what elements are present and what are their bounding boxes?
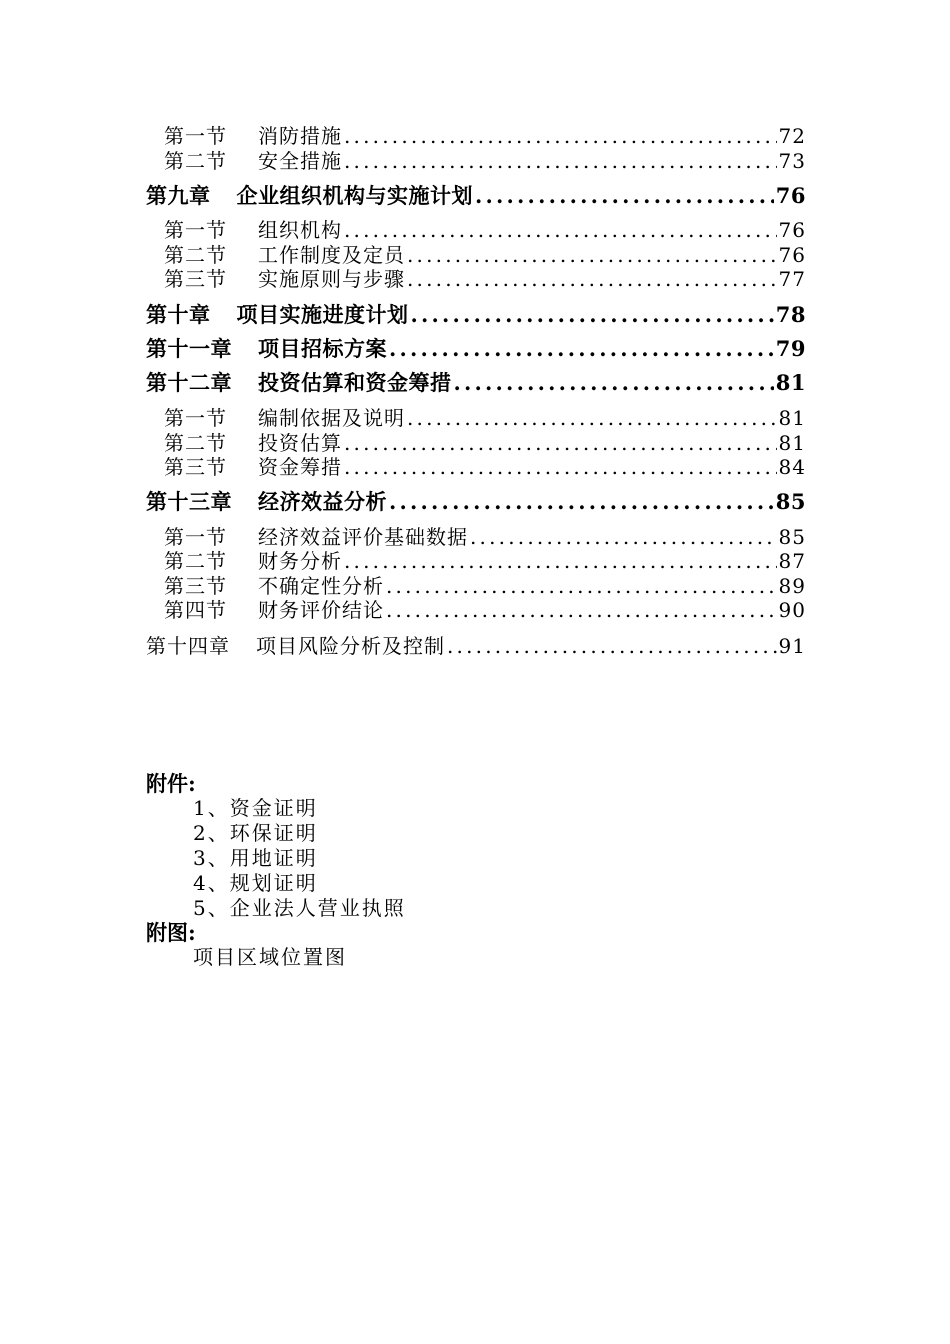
toc-line[interactable] (0, 600, 806, 620)
toc-page: 79 (775, 336, 806, 361)
toc-line[interactable] (0, 551, 806, 571)
toc-number: 第二节 (164, 549, 227, 573)
toc-page: 84 (778, 455, 806, 479)
toc-leader (470, 527, 777, 547)
toc-leader (389, 338, 774, 359)
toc-leader (344, 433, 777, 453)
toc-page: 72 (778, 124, 806, 148)
toc-title: 项目实施进度计划 (236, 302, 409, 327)
attachment-item: 1、资金证明 (193, 796, 318, 820)
toc-leader (344, 151, 777, 171)
toc-page: 89 (778, 574, 806, 598)
toc-page: 73 (778, 149, 806, 173)
toc-line[interactable] (0, 245, 806, 265)
toc-number: 第十二章 (146, 370, 232, 395)
toc-leader (407, 245, 777, 265)
toc-chapter-line[interactable] (0, 185, 806, 206)
toc-number: 第二节 (164, 149, 227, 173)
toc-page: 76 (778, 218, 806, 242)
toc-leader (407, 269, 777, 289)
toc-title: 项目招标方案 (258, 336, 387, 361)
toc-title: 资金筹措 (258, 455, 342, 479)
toc-page: 78 (775, 302, 806, 327)
toc-leader (475, 185, 774, 206)
toc-title: 不确定性分析 (258, 574, 384, 598)
toc-line[interactable] (0, 408, 806, 428)
toc-leader (389, 491, 774, 512)
toc-number: 第四节 (164, 598, 227, 622)
toc-title: 财务分析 (258, 549, 342, 573)
toc-leader (411, 304, 774, 325)
attachment-item: 4、规划证明 (193, 871, 318, 895)
toc-chapter-line[interactable] (0, 491, 806, 512)
toc-leader (386, 600, 777, 620)
toc-number: 第三节 (164, 455, 227, 479)
toc-line[interactable] (0, 433, 806, 453)
toc-line[interactable] (0, 576, 806, 596)
figure-item: 项目区域位置图 (193, 945, 347, 969)
toc-line[interactable] (0, 151, 806, 171)
toc-line[interactable] (0, 220, 806, 240)
attachment-item: 5、企业法人营业执照 (193, 896, 406, 920)
toc-number: 第十一章 (146, 336, 232, 361)
toc-title: 消防措施 (258, 124, 342, 148)
toc-number: 第十四章 (146, 634, 230, 658)
toc-leader (407, 408, 777, 428)
attachments-heading: 附件: (146, 771, 196, 796)
toc-page: 77 (778, 267, 806, 291)
attachment-item: 2、环保证明 (193, 821, 318, 845)
toc-title: 经济效益评价基础数据 (258, 525, 468, 549)
toc-number: 第十章 (146, 302, 211, 327)
toc-line[interactable] (0, 126, 806, 146)
figures-heading: 附图: (146, 920, 196, 945)
toc-leader (386, 576, 777, 596)
toc-chapter-line[interactable] (0, 338, 806, 359)
toc-title: 实施原则与步骤 (258, 267, 405, 291)
toc-chapter-line[interactable] (0, 636, 806, 656)
toc-number: 第十三章 (146, 489, 232, 514)
toc-page: 90 (778, 598, 806, 622)
toc-title: 项目风险分析及控制 (256, 634, 445, 658)
toc-leader (447, 636, 777, 656)
toc-leader (344, 126, 777, 146)
toc-number: 第一节 (164, 406, 227, 430)
toc-line[interactable] (0, 269, 806, 289)
toc-title: 经济效益分析 (258, 489, 387, 514)
toc-number: 第三节 (164, 267, 227, 291)
toc-number: 第二节 (164, 431, 227, 455)
toc-line[interactable] (0, 457, 806, 477)
toc-title: 投资估算 (258, 431, 342, 455)
toc-page: 76 (775, 183, 806, 208)
toc-page: 81 (775, 370, 806, 395)
toc-title: 组织机构 (258, 218, 342, 242)
toc-title: 编制依据及说明 (258, 406, 405, 430)
toc-number: 第一节 (164, 124, 227, 148)
toc-title: 投资估算和资金筹措 (258, 370, 452, 395)
toc-leader (344, 551, 777, 571)
toc-leader (344, 457, 777, 477)
toc-page: 85 (778, 525, 806, 549)
toc-number: 第一节 (164, 525, 227, 549)
toc-title: 财务评价结论 (258, 598, 384, 622)
toc-chapter-line[interactable] (0, 372, 806, 393)
toc-number: 第九章 (146, 183, 211, 208)
toc-line[interactable] (0, 527, 806, 547)
toc-leader (344, 220, 777, 240)
toc-title: 工作制度及定员 (258, 243, 405, 267)
toc-number: 第二节 (164, 243, 227, 267)
toc-number: 第一节 (164, 218, 227, 242)
toc-page: 87 (778, 549, 806, 573)
toc-page: 81 (778, 431, 806, 455)
toc-page: 76 (778, 243, 806, 267)
toc-leader (454, 372, 774, 393)
toc-page: 85 (775, 489, 806, 514)
toc-page: 81 (778, 406, 806, 430)
toc-number: 第三节 (164, 574, 227, 598)
toc-title: 企业组织机构与实施计划 (236, 183, 473, 208)
attachment-item: 3、用地证明 (193, 846, 318, 870)
toc-page: 91 (778, 634, 806, 658)
toc-title: 安全措施 (258, 149, 342, 173)
toc-chapter-line[interactable] (0, 304, 806, 325)
